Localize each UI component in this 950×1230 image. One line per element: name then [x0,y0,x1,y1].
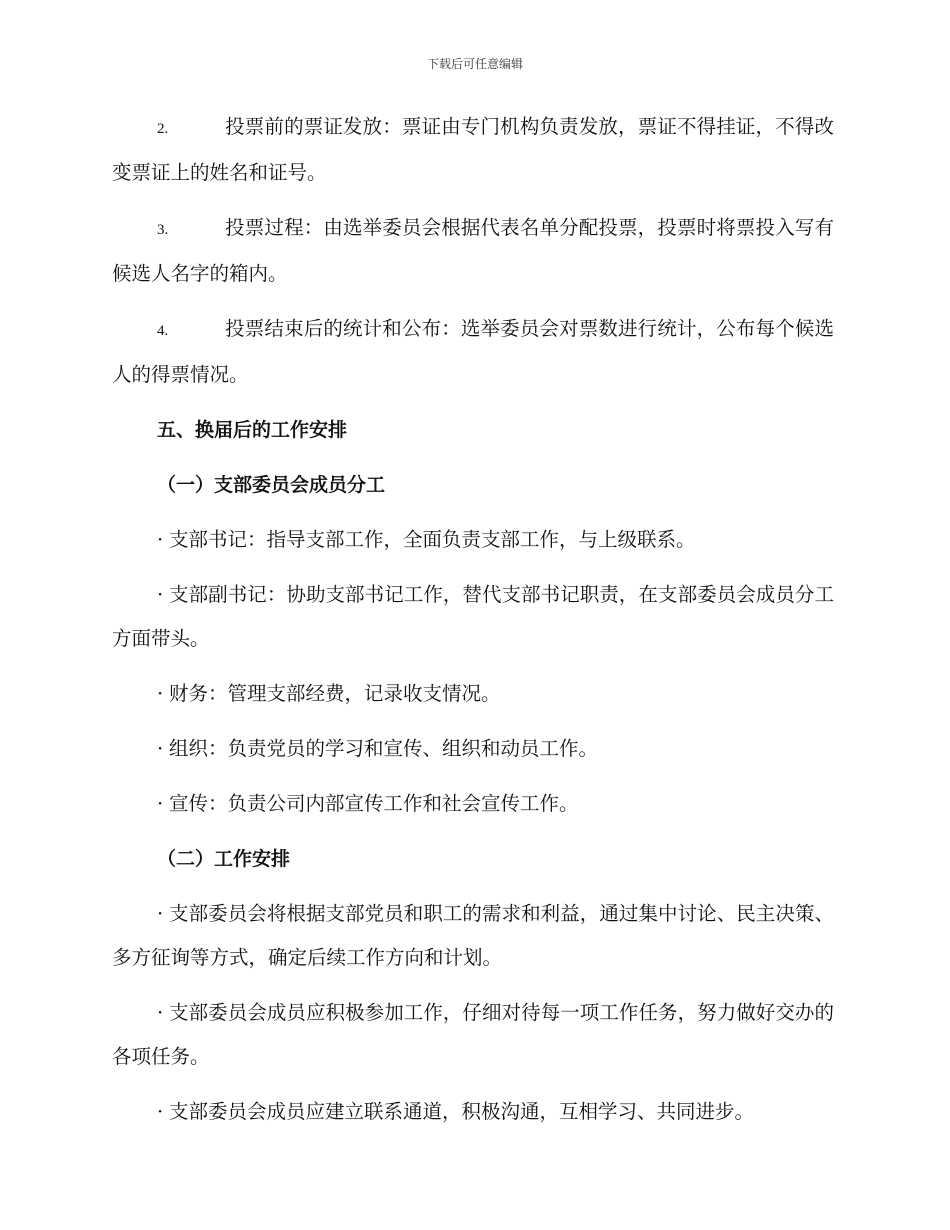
bullet-text: 支部副书记：协助支部书记工作，替代支部书记职责，在支部委员会成员分工方面带头。 [112,583,834,650]
bullet-item [112,1090,834,1134]
document-body [112,105,834,1145]
subsection-heading-arrangement: （二）工作安排 [157,848,291,870]
bullet-text: 宣传：负责公司内部宣传工作和社会宣传工作。 [169,792,579,815]
bullet-dot: · [157,1100,164,1123]
item-text: 投票结束后的统计和公布：选举委员会对票数进行统计，公布每个候选人的得票情况。 [112,317,834,386]
bullet-text: 支部委员会成员应建立联系通道，积极沟通，互相学习、共同进步。 [169,1100,755,1123]
item-text: 投票过程：由选举委员会根据代表名单分配投票，投票时将票投入写有候选人名字的箱内。 [112,216,834,285]
bullet-item [112,782,834,826]
bullet-text: 支部委员会成员应积极参加工作，仔细对待每一项工作任务，努力做好交办的各项任务。 [112,1001,834,1068]
item-number: 2. [157,121,169,137]
page-header: 下载后可任意编辑 [426,57,523,71]
section-heading: 五、换届后的工作安排 [157,419,348,441]
item-number: 3. [157,222,169,238]
bullet-item [112,727,834,771]
numbered-item-3 [112,206,834,296]
bullet-item [112,892,834,980]
bullet-dot: · [157,583,164,606]
bullet-dot: · [157,902,164,925]
bullet-dot: · [157,737,164,760]
bullet-item [112,672,834,716]
bullet-text: 支部委员会将根据支部党员和职工的需求和利益，通过集中讨论、民主决策、多方征询等方式，确定后续工作方向和计划。 [112,902,834,969]
bullet-item [112,991,834,1079]
item-number: 4. [157,323,169,339]
bullet-dot: · [157,682,164,705]
numbered-item-4 [112,307,834,397]
numbered-item-2 [112,105,834,195]
bullet-dot: · [157,528,164,551]
bullet-text: 组织：负责党员的学习和宣传、组织和动员工作。 [169,737,599,760]
bullet-item [112,573,834,661]
subsection-heading-division: （一）支部委员会成员分工 [157,474,386,496]
bullet-item [112,518,834,562]
bullet-dot: · [157,792,164,815]
bullet-text: 支部书记：指导支部工作，全面负责支部工作，与上级联系。 [169,528,696,551]
bullet-text: 财务：管理支部经费，记录收支情况。 [169,682,501,705]
bullet-dot: · [157,1001,164,1024]
item-text: 投票前的票证发放：票证由专门机构负责发放，票证不得挂证，不得改变票证上的姓名和证号。 [112,115,834,184]
